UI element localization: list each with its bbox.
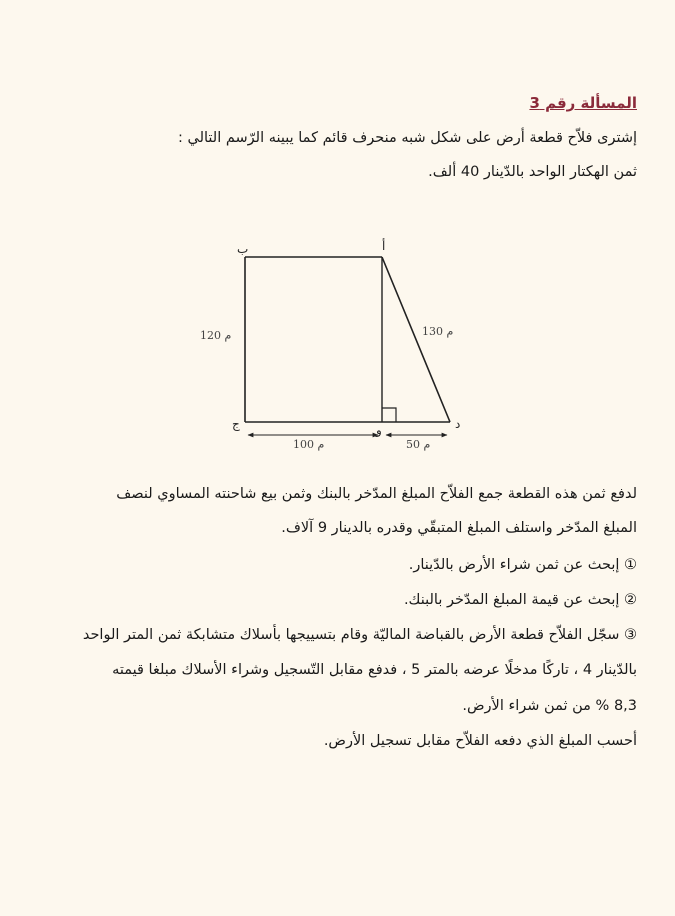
label-120: 120 م [200,329,232,342]
point-w-label: و [376,423,382,437]
label-50: 50 م [406,438,431,451]
trapezoid-diagram [190,235,480,455]
intro-line-1: إشترى فلاّح قطعة أرض على شكل شبه منحرف قائم كما يبينه الرّسم التالي : [178,130,637,146]
right-angle-mark [382,408,396,422]
question-3-line-2: بالدّينار 4 ، تاركًا مدخلًا عرضه بالمتر 5 ، فدفع مقابل التّسجيل وشراء الأسلاك مبلغا قيمته [112,662,637,678]
side-ad [382,257,450,422]
point-d-label: د [455,417,461,431]
question-3-line-4: أحسب المبلغ الذي دفعه الفلاّح مقابل تسجيل الأرض. [323,733,637,749]
question-3-line-3: 8,3 % من ثمن شراء الأرض. [462,698,637,714]
label-100: 100 م [293,438,325,451]
point-j-label: ج [232,417,240,431]
intro-line-2: ثمن الهكتار الواحد بالدّينار 40 ألف. [428,164,637,180]
label-130: 130 م [422,325,454,338]
question-2: ② إبحث عن قيمة المبلغ المدّخر بالبنك. [403,592,637,608]
point-b-label: ب [237,242,249,256]
paragraph-line-1: لدفع ثمن هذه القطعة جمع الفلاّح المبلغ المدّخر بالبنك وثمن بيع شاحنته المساوي لنصف [116,486,637,502]
problem-title: المسألة رقم 3 [529,94,637,112]
point-a-label: أ [382,239,386,253]
question-3-line-1: ③ سجّل الفلاّح قطعة الأرض بالقباضة الماليّة وقام بتسييجها بأسلاك متشابكة ثمن المتر الواحد [82,627,637,643]
paragraph-line-2: المبلغ المدّخر واستلف المبلغ المتبقّي وقدره بالدينار 9 آلاف. [281,520,637,536]
question-1: ① إبحث عن ثمن شراء الأرض بالدّينار. [408,557,637,573]
